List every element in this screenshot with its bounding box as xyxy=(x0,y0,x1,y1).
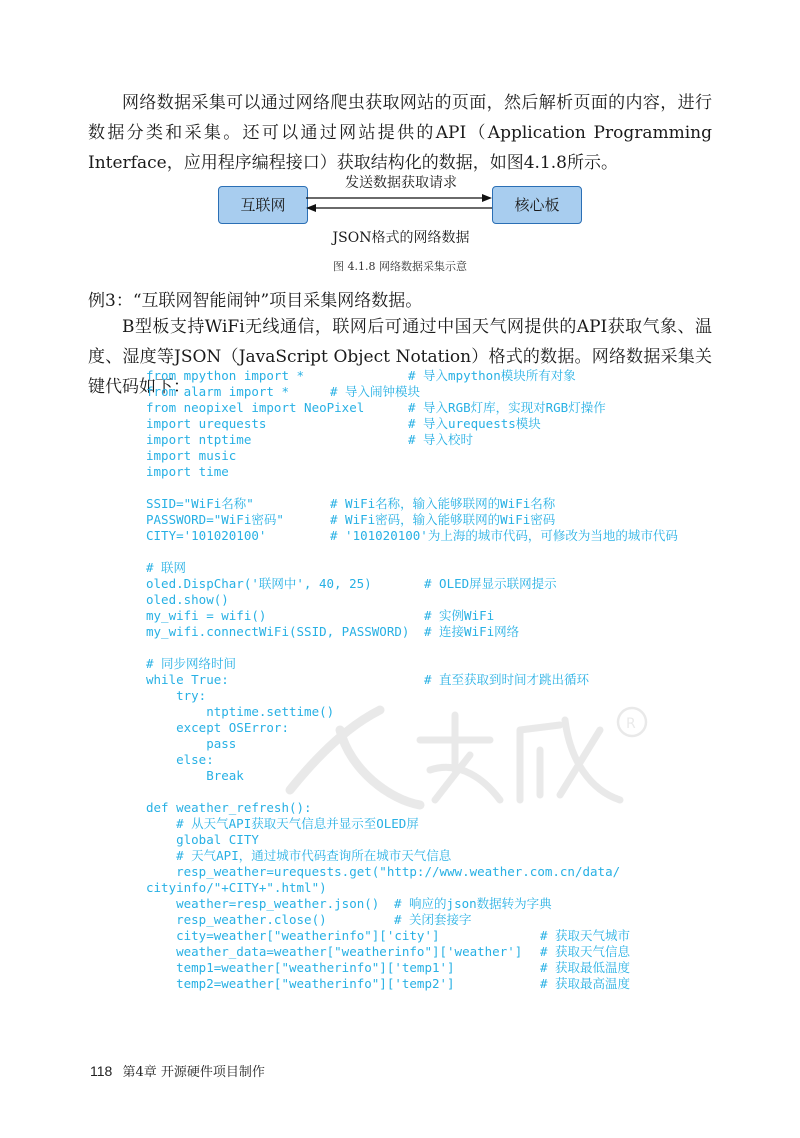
code-text: # 天气API，通过城市代码查询所在城市天气信息 xyxy=(146,848,452,863)
code-line xyxy=(146,848,766,864)
code-comment: # 导入闹钟模块 xyxy=(330,384,421,399)
code-comment: # 获取天气信息 xyxy=(540,944,631,959)
internet-box: 互联网 xyxy=(218,186,308,224)
code-text: city=weather["weatherinfo"]['city'] xyxy=(146,928,440,943)
code-text: cityinfo/"+CITY+".html") xyxy=(146,880,327,895)
code-text: resp_weather.close() xyxy=(146,912,327,927)
code-text: def weather_refresh(): xyxy=(146,800,312,815)
code-text: except OSError: xyxy=(146,720,289,735)
code-comment: # 获取最低温度 xyxy=(540,960,631,975)
publisher-watermark xyxy=(270,700,650,820)
code-text: import music xyxy=(146,448,237,463)
code-line xyxy=(146,672,766,688)
code-line xyxy=(146,832,766,848)
page-footer xyxy=(90,1061,265,1080)
code-line xyxy=(146,576,766,592)
figure-caption: 图 4.1.8 网络数据采集示意 xyxy=(333,260,467,273)
code-line xyxy=(146,896,766,912)
code-line xyxy=(146,432,766,448)
core-board-box: 核心板 xyxy=(492,186,582,224)
response-label: JSON格式的网络数据 xyxy=(332,230,470,246)
code-text: resp_weather=urequests.get("http://www.weather.com.cn/data/ xyxy=(146,864,621,879)
code-text: Break xyxy=(146,768,244,783)
code-text: CITY='101020100' xyxy=(146,528,267,543)
request-label: 发送数据获取请求 xyxy=(345,175,457,191)
code-line xyxy=(146,544,766,560)
code-comment: # '101020100'为上海的城市代码，可修改为当地的城市代码 xyxy=(330,528,678,543)
code-text: from alarm import * xyxy=(146,384,289,399)
code-line xyxy=(146,400,766,416)
code-text: oled.DispChar('联网中', 40, 25) xyxy=(146,576,372,591)
example-title: 例3：“互联网智能闹钟”项目采集网络数据。 xyxy=(88,291,423,311)
svg-text:R: R xyxy=(626,716,636,732)
code-line xyxy=(146,464,766,480)
page-number: 118 xyxy=(90,1063,113,1079)
code-text: # 从天气API获取天气信息并显示至OLED屏 xyxy=(146,816,419,831)
code-comment: # 直至获取到时间才跳出循环 xyxy=(424,672,590,687)
code-text: my_wifi = wifi() xyxy=(146,608,267,623)
code-line xyxy=(146,880,766,896)
code-line xyxy=(146,624,766,640)
intro-paragraph: 网络数据采集可以通过网络爬虫获取网站的页面，然后解析页面的内容，进行数据分类和采集。还可以通过网站提供的API（Application Programming Interface，应用程序编程接口）获取结构化的数据，如图4.1.8所示。 xyxy=(88,93,712,173)
code-text: temp1=weather["weatherinfo"]['temp1'] xyxy=(146,960,455,975)
code-line xyxy=(146,640,766,656)
code-text: # 同步网络时间 xyxy=(146,656,237,671)
code-comment: # 导入RGB灯库，实现对RGB灯操作 xyxy=(408,400,606,415)
code-text: global CITY xyxy=(146,832,259,847)
code-comment: # WiFi名称，输入能够联网的WiFi名称 xyxy=(330,496,556,511)
code-comment: # 响应的json数据转为字典 xyxy=(394,896,552,911)
code-line xyxy=(146,528,766,544)
code-line xyxy=(146,480,766,496)
code-comment: # 导入校时 xyxy=(408,432,474,447)
code-line xyxy=(146,960,766,976)
code-comment: # OLED屏显示联网提示 xyxy=(424,576,557,591)
code-text: while True: xyxy=(146,672,229,687)
chapter-title: 第4章 开源硬件项目制作 xyxy=(122,1065,265,1080)
code-comment: # 获取最高温度 xyxy=(540,976,631,991)
code-line xyxy=(146,368,766,384)
code-text: from mpython import * xyxy=(146,368,305,383)
code-text: import time xyxy=(146,464,229,479)
code-line xyxy=(146,416,766,432)
code-comment: # 导入mpython模块所有对象 xyxy=(408,368,576,383)
code-line xyxy=(146,384,766,400)
code-comment: # 连接WiFi网络 xyxy=(424,624,520,639)
code-text: import ntptime xyxy=(146,432,252,447)
code-text: pass xyxy=(146,736,237,751)
code-line xyxy=(146,496,766,512)
code-line xyxy=(146,912,766,928)
code-text: PASSWORD="WiFi密码" xyxy=(146,512,284,527)
code-text: else: xyxy=(146,752,214,767)
code-comment: # 实例WiFi xyxy=(424,608,495,623)
code-text: ntptime.settime() xyxy=(146,704,335,719)
code-line xyxy=(146,560,766,576)
code-text: weather=resp_weather.json() xyxy=(146,896,380,911)
code-line xyxy=(146,448,766,464)
code-comment: # 导入urequests模块 xyxy=(408,416,541,431)
code-line xyxy=(146,928,766,944)
code-text: # 联网 xyxy=(146,560,187,575)
example-description: B型板支持WiFi无线通信，联网后可通过中国天气网提供的API获取气象、温度、湿度等JSON（JavaScript Object Notation）格式的数据。网络数据采集关键代码如下： xyxy=(88,317,712,397)
code-text: my_wifi.connectWiFi(SSID, PASSWORD) xyxy=(146,624,410,639)
code-line xyxy=(146,592,766,608)
code-line xyxy=(146,656,766,672)
code-line xyxy=(146,512,766,528)
code-line xyxy=(146,608,766,624)
code-text: temp2=weather["weatherinfo"]['temp2'] xyxy=(146,976,455,991)
bidirectional-arrows xyxy=(306,192,492,216)
code-line xyxy=(146,864,766,880)
code-text: oled.show() xyxy=(146,592,229,607)
code-line xyxy=(146,976,766,992)
code-comment: # WiFi密码，输入能够联网的WiFi密码 xyxy=(330,512,556,527)
code-line xyxy=(146,944,766,960)
code-block xyxy=(146,368,766,992)
code-comment: # 获取天气城市 xyxy=(540,928,631,943)
code-comment: # 关闭套接字 xyxy=(394,912,472,927)
code-text: SSID="WiFi名称" xyxy=(146,496,254,511)
code-text: try: xyxy=(146,688,207,703)
code-text: from neopixel import NeoPixel xyxy=(146,400,365,415)
code-text: weather_data=weather["weatherinfo"]['weather'] xyxy=(146,944,523,959)
code-text: import urequests xyxy=(146,416,267,431)
